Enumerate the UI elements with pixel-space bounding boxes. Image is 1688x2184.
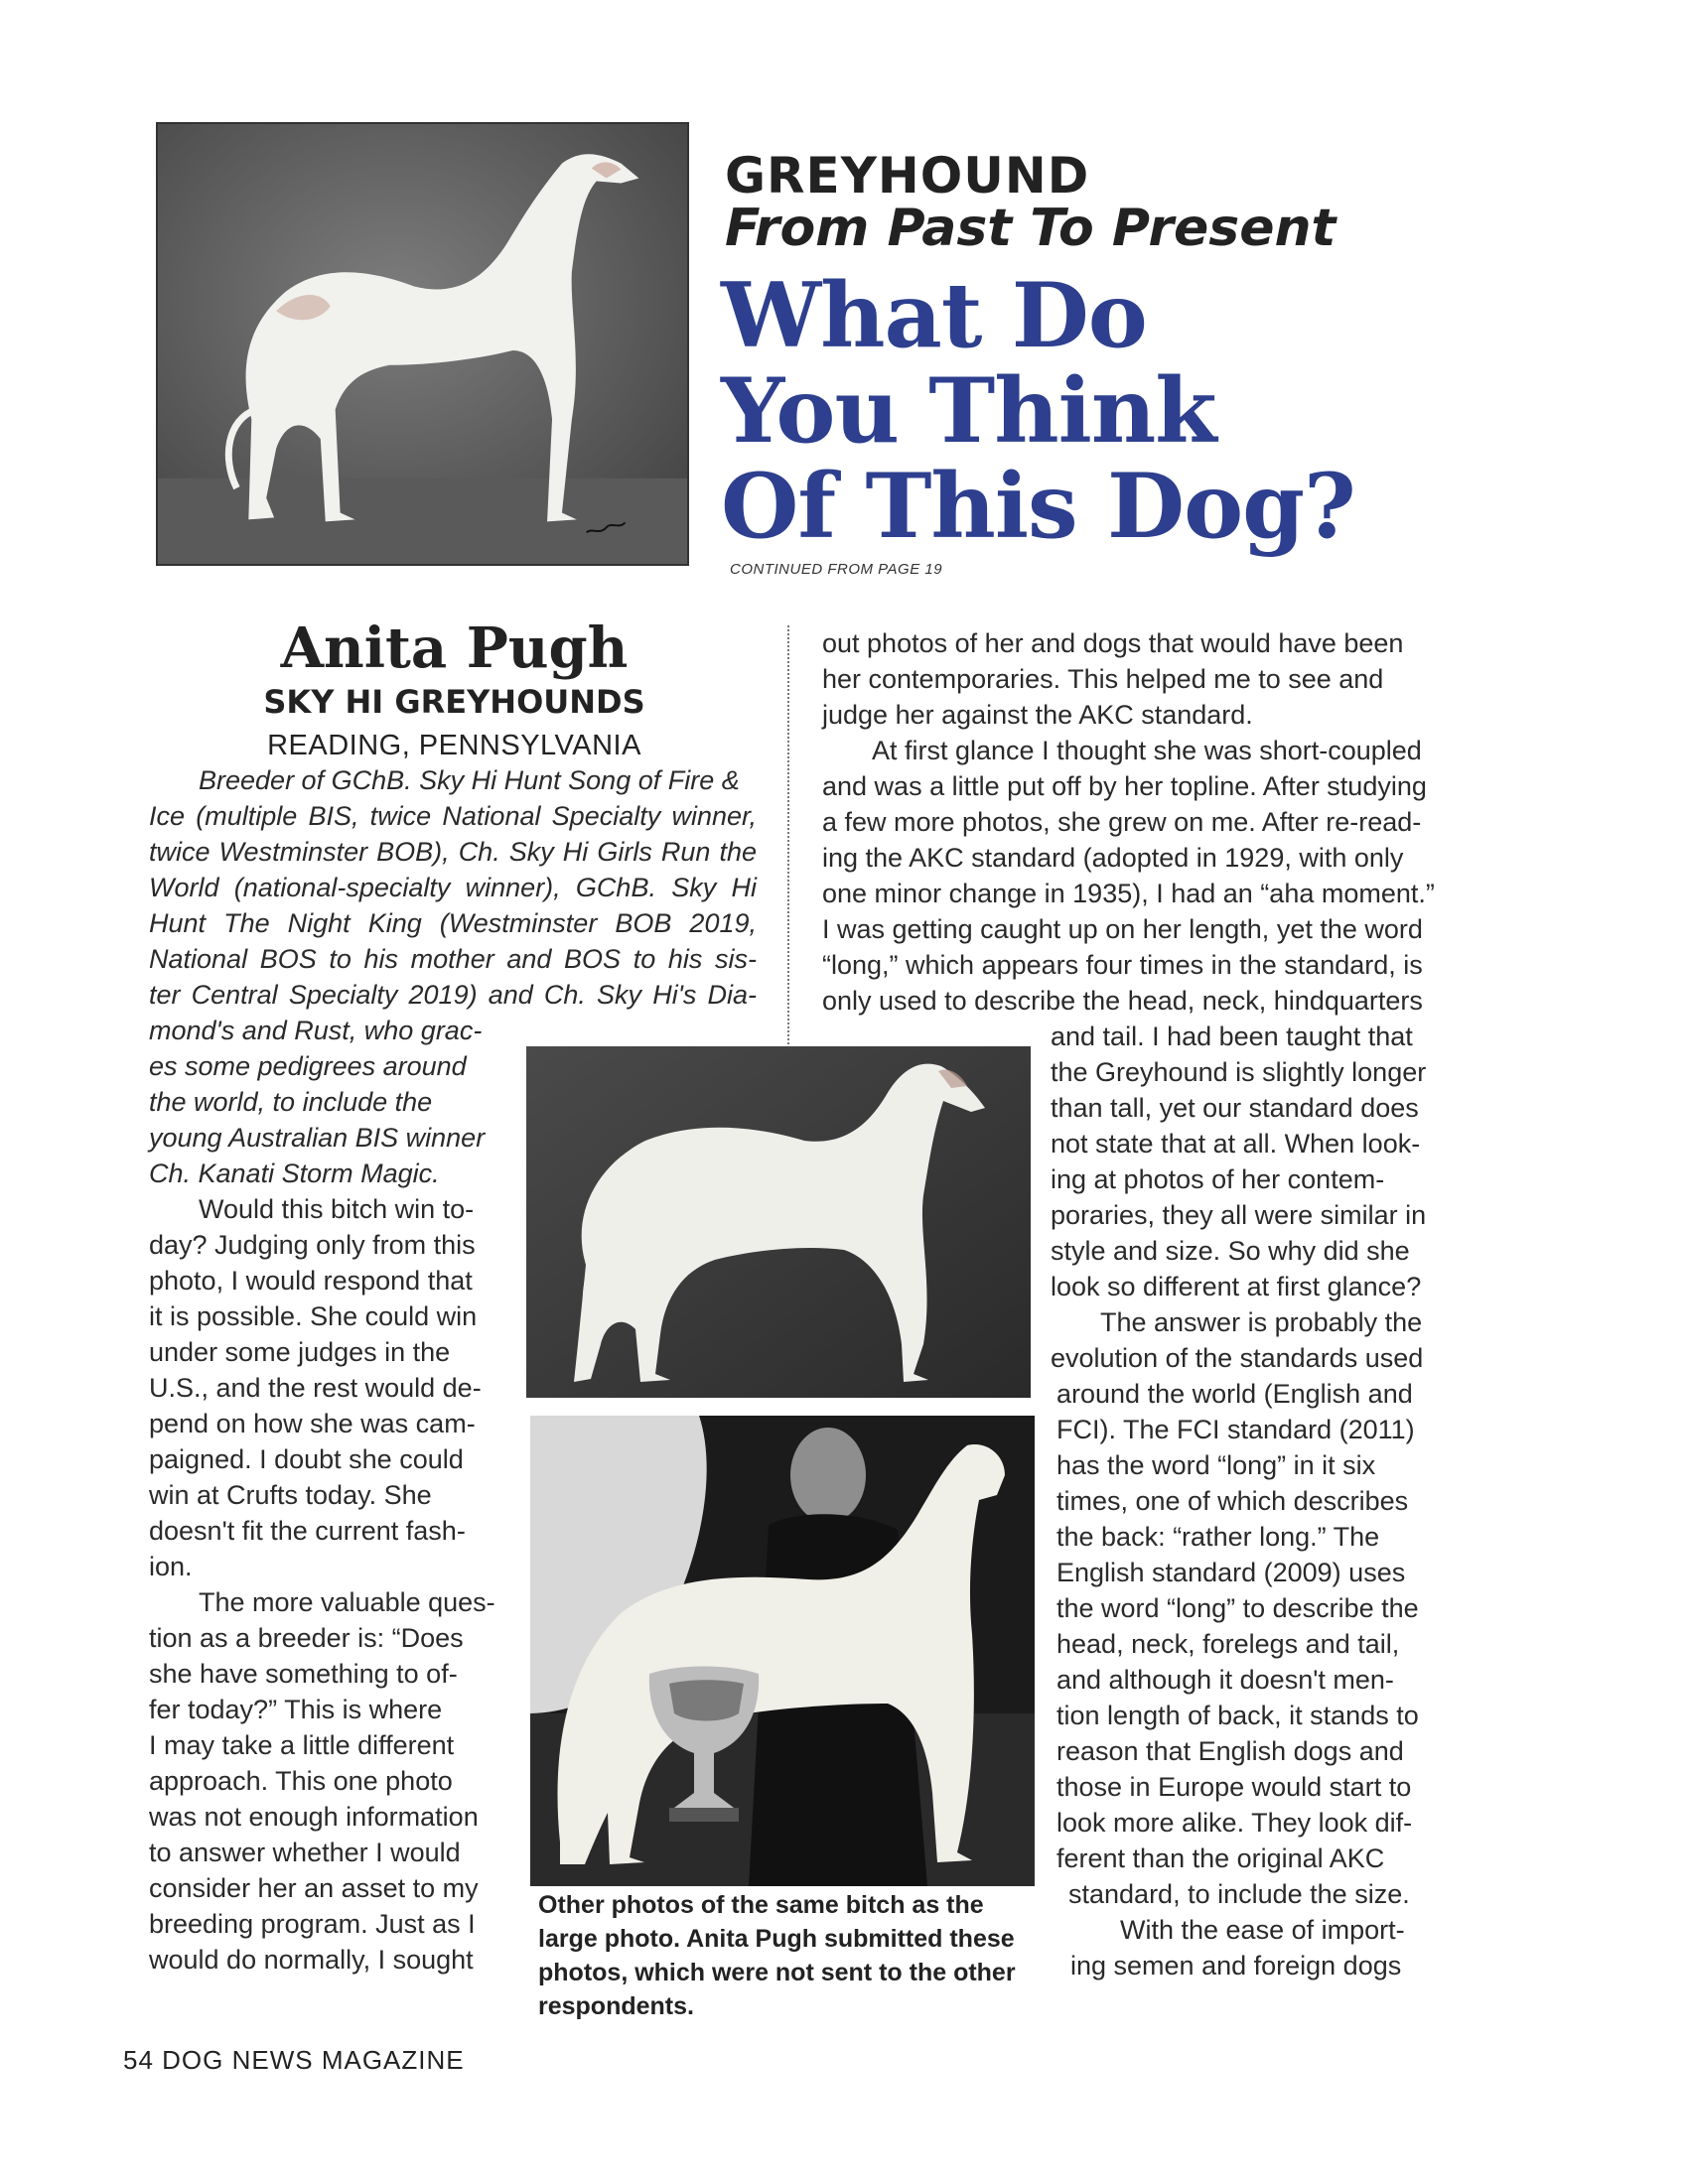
body-line: day? Judging only from this [149,1230,476,1260]
side-dog-photo [526,1046,1031,1398]
page-folio: 54 DOG NEWS MAGAZINE [123,2045,465,2075]
body-line: and tail. I had been taught that [1051,1022,1413,1051]
main-dog-photo [156,122,689,566]
body-line: the Greyhound is slightly longer [1051,1057,1427,1087]
author-location: READING, PENNSYLVANIA [267,730,641,761]
body-line: fer today?” This is where [149,1695,443,1724]
body-line: mond's and Rust, who grac- [149,1016,483,1045]
body-line: to answer whether I would [149,1838,461,1867]
body-line: Ch. Kanati Storm Magic. [149,1159,440,1188]
body-line: ing the AKC standard (adopted in 1929, with only [822,843,1404,873]
body-line: those in Europe would start to [1056,1772,1412,1802]
body-line: Breeder of GChB. Sky Hi Hunt Song of Fire & [199,765,740,795]
body-line: ing at photos of her contem- [1051,1164,1385,1194]
kennel-name: SKY HI GREYHOUNDS [263,683,645,721]
trophy-dog-photo [530,1416,1035,1886]
body-line: than tall, yet our standard does [1051,1093,1419,1123]
body-line: under some judges in the [149,1337,451,1367]
body-line: has the word “long” in it six [1056,1450,1376,1480]
body-line: out photos of her and dogs that would have been [822,628,1404,658]
body-line: young Australian BIS winner [149,1123,486,1153]
body-line: At first glance I thought she was short-coupled [872,736,1422,765]
body-line: English standard (2009) uses [1056,1558,1406,1587]
body-line: World (national-specialty winner), GChB. Sky Hi [149,873,757,902]
column-divider [787,625,789,1044]
body-line: only used to describe the head, neck, hindquarters [822,986,1423,1016]
body-line: Hunt The Night King (Westminster BOB 2019, [149,908,757,938]
body-line: doesn't fit the current fash- [149,1516,466,1546]
body-line: National BOS to his mother and BOS to his sis- [149,944,757,974]
body-line: judge her against the AKC standard. [822,700,1253,730]
author-name: Anita Pugh [280,615,629,681]
body-line: approach. This one photo [149,1766,453,1796]
body-line: Would this bitch win to- [199,1194,475,1224]
body-line: FCI). The FCI standard (2011) [1056,1415,1415,1444]
continued-note: CONTINUED FROM PAGE 19 [730,561,943,578]
body-line: the word “long” to describe the [1056,1593,1419,1623]
body-line: one minor change in 1935), I had an “aha moment.” [822,879,1435,908]
body-line: reason that English dogs and [1056,1736,1404,1766]
body-line: breeding program. Just as I [149,1909,476,1939]
body-line: she have something to of- [149,1659,458,1689]
body-line: poraries, they all were similar in [1051,1200,1427,1230]
photo-caption: Other photos of the same bitch as the large photo. Anita Pugh submitted these photos, which were not sent to the other respondents. [538,1891,1016,2020]
body-line: es some pedigrees around [149,1051,467,1081]
body-line: a few more photos, she grew on me. After re-read- [822,807,1422,837]
body-line: standard, to include the size. [1068,1879,1410,1909]
body-line: ion. [149,1552,193,1581]
body-line: not state that at all. When look- [1051,1129,1421,1159]
body-line: the back: “rather long.” The [1056,1522,1380,1552]
body-line: photo, I would respond that [149,1266,473,1296]
body-line: style and size. So why did she [1051,1236,1410,1266]
body-line: was not enough information [149,1802,479,1832]
body-line: the world, to include the [149,1087,433,1117]
section-kicker: GREYHOUND [725,147,1090,205]
body-line: “long,” which appears four times in the standard, is [822,950,1423,980]
body-line: and although it doesn't men- [1056,1665,1394,1695]
body-line: Ice (multiple BIS, twice National Specialty winner, [149,801,757,831]
body-line: The more valuable ques- [199,1587,495,1617]
body-line: it is possible. She could win [149,1301,478,1331]
body-line: pend on how she was cam- [149,1409,476,1438]
body-line: times, one of which describes [1056,1486,1409,1516]
body-line: evolution of the standards used [1051,1343,1424,1373]
body-line: her contemporaries. This helped me to see and [822,664,1384,694]
body-line: twice Westminster BOB), Ch. Sky Hi Girls Run the [149,837,757,867]
body-line: ter Central Specialty 2019) and Ch. Sky Hi's Dia- [149,980,757,1010]
section-subkicker: From Past To Present [725,199,1336,258]
body-line: would do normally, I sought [149,1945,474,1975]
headline: What Do You Think Of This Dog? [721,263,1355,559]
body-line: paigned. I doubt she could [149,1444,464,1474]
body-line: head, neck, forelegs and tail, [1056,1629,1400,1659]
body-line: I was getting caught up on her length, yet the word [822,914,1423,944]
body-line: look so different at first glance? [1051,1272,1422,1301]
body-line: ferent than the original AKC [1056,1843,1385,1873]
body-line: around the world (English and [1056,1379,1413,1409]
body-line: consider her an asset to my [149,1873,479,1903]
body-line: With the ease of import- [1120,1915,1405,1945]
body-line: U.S., and the rest would de- [149,1373,482,1403]
body-line: win at Crufts today. She [149,1480,432,1510]
body-line: look more alike. They look dif- [1056,1808,1413,1838]
body-line: and was a little put off by her topline. After studying [822,771,1427,801]
body-line: tion as a breeder is: “Does [149,1623,464,1653]
body-line: The answer is probably the [1100,1307,1423,1337]
body-line: ing semen and foreign dogs [1070,1951,1402,1980]
body-line: tion length of back, it stands to [1056,1701,1419,1730]
body-line: I may take a little different [149,1730,455,1760]
